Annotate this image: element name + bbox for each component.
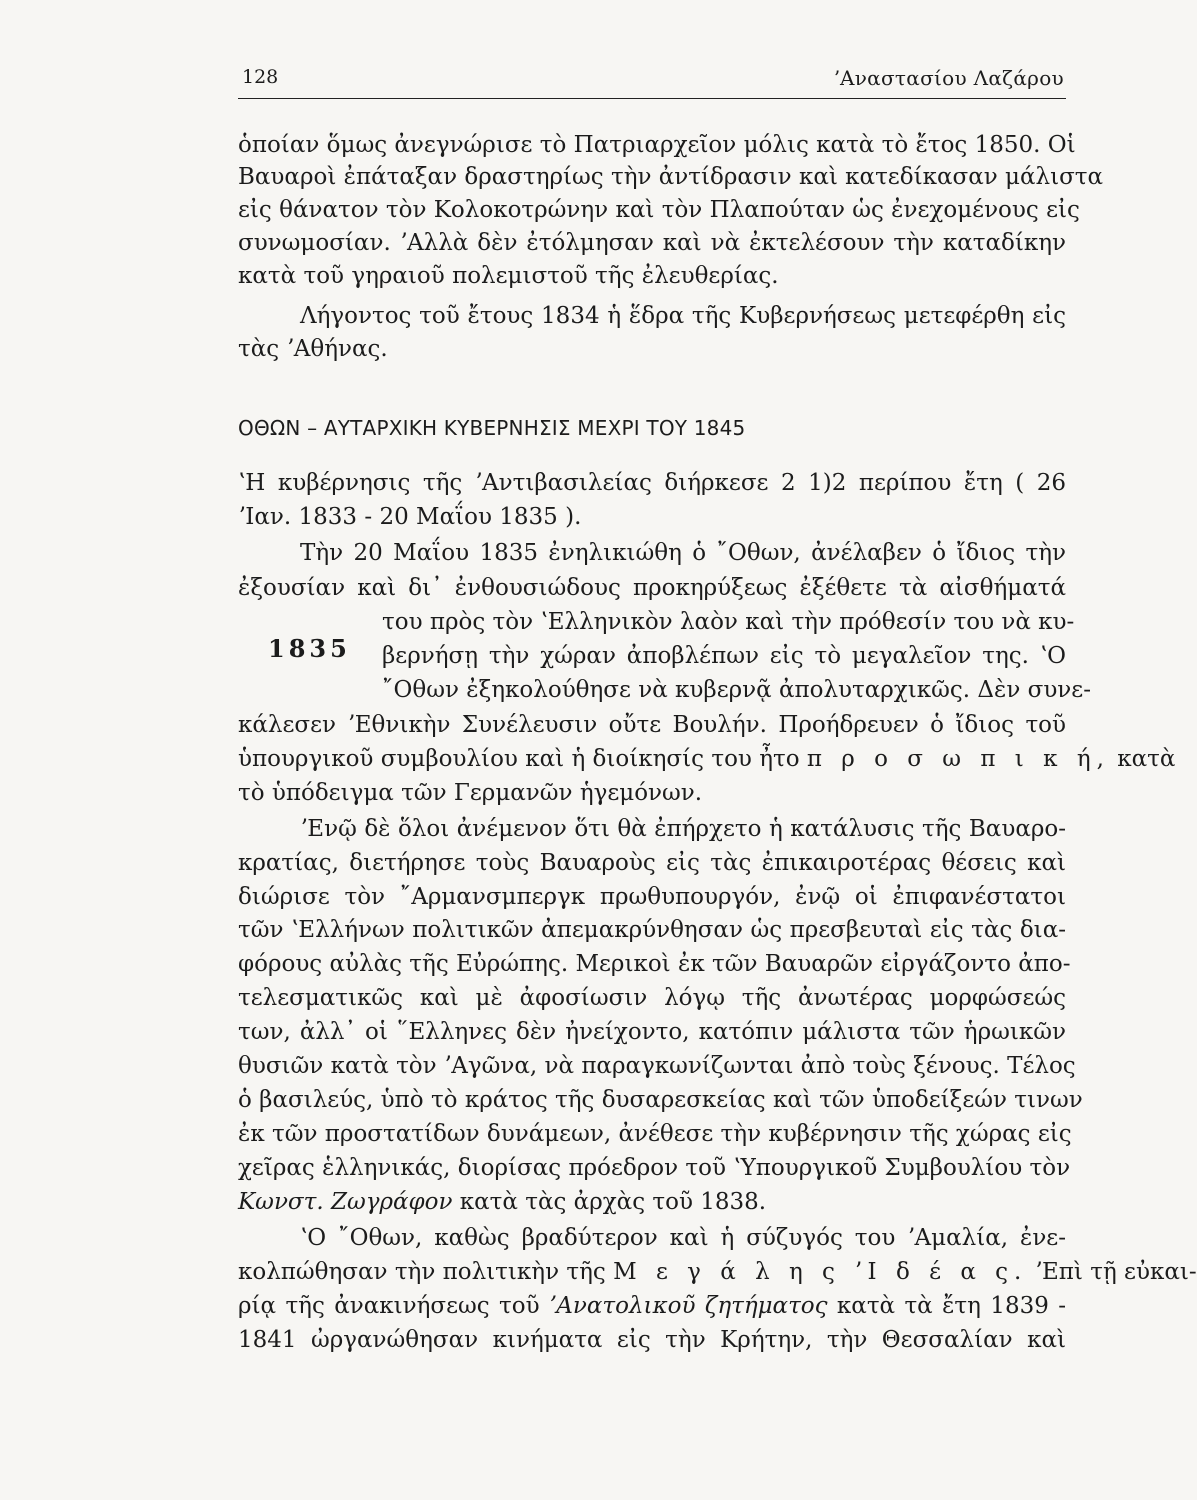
spaced-emphasis: Μ ε γ ά λ η ς ʼΙ δ έ α ς. xyxy=(613,1259,1028,1285)
spaced-emphasis: π ρ ο σ ω π ι κ ή, xyxy=(806,746,1110,772)
text-line: ʼΕνῷ δὲ ὅλοι ἀνέμενον ὅτι θὰ ἐπήρχετο ἡ κατάλυσις τῆς Βαυαρο- xyxy=(300,816,1066,842)
page-number: 128 xyxy=(242,66,279,88)
italic-term: ʼΑνατολικοῦ ζητήματος xyxy=(548,1293,828,1319)
text-run: κολπώθησαν τὴν πολιτικὴν τῆς xyxy=(238,1259,606,1285)
page-header xyxy=(238,66,1066,99)
text-line xyxy=(238,1291,1066,1321)
text-run: κατὰ τὰ ἔτη 1839 - xyxy=(836,1293,1066,1319)
text-line: ʼΙαν. 1833 - 20 Μαΐου 1835 ). xyxy=(238,504,582,530)
text-line: του πρὸς τὸν ʽΕλληνικὸν λαὸν καὶ τὴν πρόθεσίν του νὰ κυ- xyxy=(382,609,1075,635)
italic-name: Κωνστ. Ζωγράφον xyxy=(238,1189,453,1215)
text-line: βερνήσῃ τὴν χώραν ἀποβλέπων εἰς τὸ μεγαλεῖον της. ʽΟ xyxy=(382,643,1066,669)
text-line: ἐκ τῶν προστατίδων δυνάμεων, ἀνέθεσε τὴν κυβέρνησιν τῆς χώρας εἰς xyxy=(238,1121,1072,1147)
text-line: ὁποίαν ὅμως ἀνεγνώρισε τὸ Πατριαρχεῖον μόλις κατὰ τὸ ἔτος 1850. Οἱ xyxy=(238,132,1076,158)
text-line: θυσιῶν κατὰ τὸν ʼΑγῶνα, νὰ παραγκωνίζωνται ἀπὸ τοὺς ξένους. Τέλος xyxy=(238,1053,1076,1079)
margin-year-note: 1835 xyxy=(268,634,351,663)
text-line: ῎Οθων ἐξηκολούθησε νὰ κυβερνᾷ ἀπολυταρχικῶς. Δὲν συνε- xyxy=(382,677,1091,703)
text-line: τὰς ʼΑθήνας. xyxy=(238,336,388,362)
text-line: συνωμοσίαν. ʼΑλλὰ δὲν ἐτόλμησαν καὶ νὰ ἐκτελέσουν τὴν καταδίκην xyxy=(238,230,1066,256)
running-head: ʼΑναστασίου Λαζάρου xyxy=(833,66,1064,90)
text-line: χεῖρας ἑλληνικάς, διορίσας πρόεδρον τοῦ ʽΥπουργικοῦ Συμβουλίου τὸν xyxy=(238,1155,1071,1181)
text-line: ʽΗ κυβέρνησις τῆς ʼΑντιβασιλείας διήρκεσε 2 1)2 περίπου ἔτη ( 26 xyxy=(238,470,1066,496)
text-line: τελεσματικῶς καὶ μὲ ἀφοσίωσιν λόγῳ τῆς ἀνωτέρας μορφώσεώς xyxy=(238,985,1066,1011)
text-line: κατὰ τοῦ γηραιοῦ πολεμιστοῦ τῆς ἐλευθερίας. xyxy=(238,263,779,289)
text-line: κάλεσεν ʼΕθνικὴν Συνέλευσιν οὔτε Βουλήν. Προήδρευεν ὁ ἴδιος τοῦ xyxy=(238,712,1066,738)
text-line xyxy=(238,1187,1066,1217)
text-line: των, ἀλλ᾽ οἱ ῞Ελληνες δὲν ἠνείχοντο, κατόπιν μάλιστα τῶν ἡρωικῶν xyxy=(238,1019,1066,1045)
text-line: 1841 ὠργανώθησαν κινήματα εἰς τὴν Κρήτην, τὴν Θεσσαλίαν καὶ xyxy=(238,1327,1066,1353)
text-run: κατὰ xyxy=(1117,746,1176,772)
text-line: ὁ βασιλεύς, ὑπὸ τὸ κράτος τῆς δυσαρεσκείας καὶ τῶν ὑποδείξεών τινων xyxy=(238,1087,1083,1113)
text-run: ʼΕπὶ τῇ εὐκαι- xyxy=(1034,1259,1197,1285)
text-line: ἐξουσίαν καὶ δι᾽ ἐνθουσιώδους προκηρύξεως ἐξέθετε τὰ αἰσθήματά xyxy=(238,575,1066,601)
text-run: κατὰ τὰς ἀρχὰς τοῦ 1838. xyxy=(459,1189,767,1215)
text-line: ʽΟ ῎Οθων, καθὼς βραδύτερον καὶ ἡ σύζυγός του ʼΑμαλία, ἐνε- xyxy=(300,1225,1066,1251)
text-line: εἰς θάνατον τὸν Κολοκοτρώνην καὶ τὸν Πλαπούταν ὡς ἐνεχομένους εἰς xyxy=(238,197,1080,223)
text-line: φόρους αὐλὰς τῆς Εὐρώπης. Μερικοὶ ἐκ τῶν Βαυαρῶν εἰργάζοντο ἀπο- xyxy=(238,951,1071,977)
text-line: διώρισε τὸν ῎Αρμανσμπεργκ πρωθυπουργόν, ἐνῷ οἱ ἐπιφανέστατοι xyxy=(238,884,1066,910)
text-line: τὸ ὑπόδειγμα τῶν Γερμανῶν ἡγεμόνων. xyxy=(238,780,703,806)
text-line xyxy=(238,744,1176,774)
text-line: Τὴν 20 Μαΐου 1835 ἐνηλικιώθη ὁ ῎Οθων, ἀνέλαβεν ὁ ἴδιος τὴν xyxy=(300,540,1066,566)
text-run: ρίᾳ τῆς ἀνακινήσεως τοῦ xyxy=(238,1293,540,1319)
text-line: τῶν ʽΕλλήνων πολιτικῶν ἀπεμακρύνθησαν ὡς πρεσβευταὶ εἰς τὰς δια- xyxy=(238,917,1066,943)
text-line: κρατίας, διετήρησε τοὺς Βαυαροὺς εἰς τὰς ἐπικαιροτέρας θέσεις καὶ xyxy=(238,850,1066,876)
text-line xyxy=(238,1257,1197,1287)
section-heading: ΟΘΩΝ – ΑΥΤΑΡΧΙΚΗ ΚΥΒΕΡΝΗΣΙΣ ΜΕΧΡΙ ΤΟΥ 1845 xyxy=(238,416,746,440)
text-line: Βαυαροὶ ἐπάταξαν δραστηρίως τὴν ἀντίδρασιν καὶ κατεδίκασαν μάλιστα xyxy=(238,164,1104,190)
text-run: ὑπουργικοῦ συμβουλίου καὶ ἡ διοίκησίς του ἦτο xyxy=(238,746,800,772)
text-line: Λήγοντος τοῦ ἔτους 1834 ἡ ἕδρα τῆς Κυβερνήσεως μετεφέρθη εἰς xyxy=(300,303,1066,329)
